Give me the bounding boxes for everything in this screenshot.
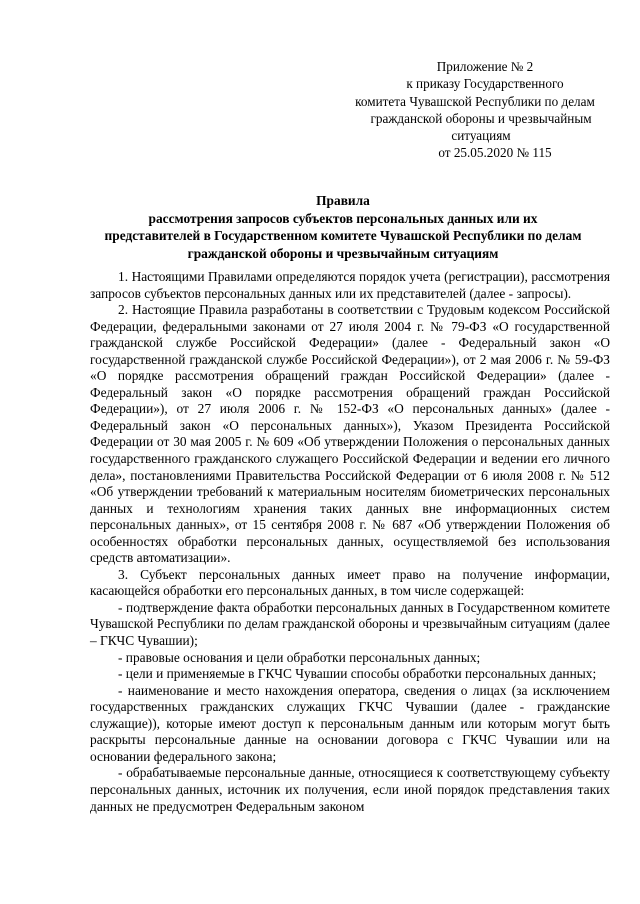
appendix-line: ситуациям xyxy=(451,128,511,144)
title-line: Правила xyxy=(316,193,370,208)
appendix-line: к приказу Государственного xyxy=(406,76,564,92)
title-line: представителей в Государственном комитете Чувашской Республики по делам xyxy=(104,228,582,243)
title-line: гражданской обороны и чрезвычайным ситуациям xyxy=(187,245,499,261)
paragraph: 3. Субъект персональных данных имеет право на получение информации, касающейся обработки его персональных данных, в том числе содержащей: xyxy=(90,566,610,599)
appendix-line: комитета Чувашской Республики по делам xyxy=(355,93,595,109)
paragraph: - наименование и место нахождения оператора, сведения о лицах (за исключением государственных гражданских служащих ГКЧС Чувашии (далее - гражданские служащие)), которые имеют доступ к персональным данным или которым могут быть раскрыты персональные данные на основании договора с ГКЧС Чувашии или на основании федерального закона; xyxy=(90,682,610,764)
paragraph: 1. Настоящими Правилами определяются порядок учета (регистрации), рассмотрения запросов субъектов персональных данных или их представителей (далее - запросы). xyxy=(90,269,610,301)
paragraph: - обрабатываемые персональные данные, относящиеся к соответствующему субъекту персональных данных, источник их получения, если иной порядок представления таких данных не предусмотрен Федеральным законом xyxy=(90,765,610,814)
paragraph: - правовые основания и цели обработки персональных данных; xyxy=(118,649,481,665)
paragraph: 2. Настоящие Правила разработаны в соответствии с Трудовым кодексом Российской Федерации, федеральными законами от 27 июля 2004 г. № 79-ФЗ «О государственной гражданской службе Российской Федерации» (далее - Федеральный закон «О государственной гражданской службе Российской Федерации»), от 2 мая 2006 г. № 59-ФЗ «О порядке рассмотрения обращений граждан Российской Федерации» (далее - Федеральный закон «О порядке рассмотрения обращений граждан Российской Федерации»), от 27 июля 2006 г. № 152-ФЗ «О персональных данных» (далее - Федеральный закон «О персональных данных»), Указом Президента Российской Федерации от 30 мая 2005 г. № 609 «Об утверждении Положения о персональных данных государственного гражданского служащего Российской Федерации и ведении его личного дела», постановлениями Правительства Российской Федерации от 6 июля 2008 г. № 512 «Об утверждении требований к материальным носителям биометрических персональных данных и технологиям хранения таких данных вне информационных систем персональных данных», от 15 сентября 2008 г. № 687 «Об утверждении Положения об особенностях обработки персональных данных, осуществляемой без использования средств автоматизации». xyxy=(90,302,610,566)
appendix-header xyxy=(340,58,610,162)
document-title xyxy=(88,192,598,262)
document-body xyxy=(90,269,610,815)
appendix-line: гражданской обороны и чрезвычайным xyxy=(370,110,592,126)
title-line: рассмотрения запросов субъектов персональных данных или их xyxy=(148,210,538,226)
paragraph: - цели и применяемые в ГКЧС Чувашии способы обработки персональных данных; xyxy=(118,666,597,682)
paragraph: - подтверждение факта обработки персональных данных в Государственном комитете Чувашской Республики по делам гражданской обороны и чрезвычайным ситуациям (далее – ГКЧС Чувашии); xyxy=(90,599,610,649)
appendix-line: от 25.05.2020 № 115 xyxy=(438,145,552,161)
appendix-line: Приложение № 2 xyxy=(436,59,534,74)
